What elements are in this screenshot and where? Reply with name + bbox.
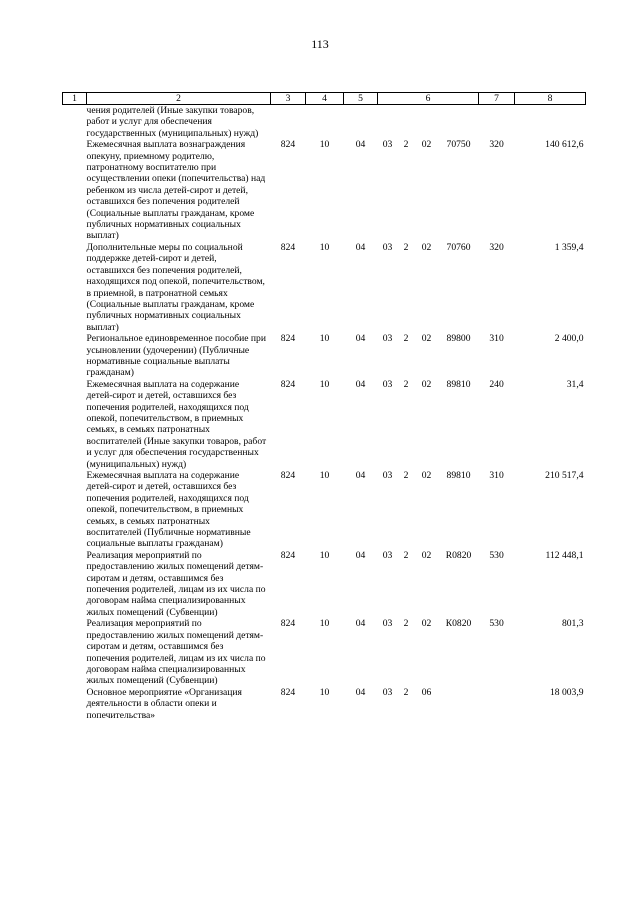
table-row [63, 333, 586, 379]
code-grbs: 824 [280, 686, 296, 698]
continuation-row [63, 105, 586, 140]
code-event: 02 [421, 549, 432, 561]
code-subsection: 04 [355, 139, 366, 151]
table-row [63, 242, 586, 333]
code-section: 10 [319, 549, 330, 561]
row-description: Реализация мероприятий по предоставлению жилых помещений детям-сиротам и детям, оставшимся без попечения родителей, лицам из их числа по договорам найма специализированных жилых помещений (Субвенции) [86, 618, 266, 687]
budget-table [62, 92, 586, 721]
code-expense-type: 320 [489, 139, 504, 151]
code-grbs: 824 [280, 618, 296, 630]
col-header-8: 8 [515, 93, 586, 105]
code-subprogram: 2 [403, 549, 409, 561]
code-direction: 70750 [446, 139, 471, 151]
row-description: Реализация мероприятий по предоставлению жилых помещений детям-сиротам и детям, оставшимся без попечения родителей, лицам из их числа по договорам найма специализированных жилых помещений (Субвенции) [86, 549, 266, 618]
code-grbs: 824 [280, 378, 296, 390]
col-header-4: 4 [306, 93, 344, 105]
row-index-cell [63, 139, 87, 242]
code-program: 03 [382, 241, 393, 253]
code-direction: R0820 [445, 549, 472, 561]
code-program: 03 [382, 378, 393, 390]
code-direction [439, 687, 479, 721]
table-row [63, 550, 586, 618]
code-section: 10 [319, 241, 330, 253]
code-program: 03 [382, 470, 393, 481]
row-index-cell [63, 242, 87, 333]
col-header-2: 2 [87, 93, 271, 105]
code-grbs: 824 [280, 139, 296, 151]
amount: 2 400,0 [554, 333, 584, 345]
code-subprogram: 2 [403, 686, 409, 698]
code-section: 10 [319, 378, 330, 390]
table-row [63, 379, 586, 470]
amount: 140 612,6 [545, 139, 584, 151]
table-row [63, 139, 586, 242]
code-subsection: 04 [355, 618, 366, 630]
row-description: Ежемесячная выплата вознаграждения опекуну, приемному родителю, патронатному воспитателю при осуществлении опеки (попечительства) над ребенком из числа детей-сирот и детей, оставшихся без попечения родителей (Социальные выплаты гражданам, кроме публичных нормативных социальных выплат) [86, 139, 266, 242]
code-grbs: 824 [280, 470, 296, 481]
row-index-cell [63, 618, 87, 686]
table-row [63, 470, 586, 550]
row-description: Ежемесячная выплата на содержание детей-сирот и детей, оставшихся без попечения родителей, находящихся под опекой, попечительством, в приемных семьях, в семьях патронатных воспитателей (Публичные нормативные социальные выплаты гражданам) [86, 470, 251, 550]
code-section: 10 [319, 333, 330, 345]
amount: 31,4 [566, 378, 584, 390]
code-subsection: 04 [355, 378, 366, 390]
row-index-cell [63, 550, 87, 618]
code-event: 02 [421, 333, 432, 345]
code-program: 03 [382, 333, 393, 345]
code-subsection: 04 [355, 549, 366, 561]
code-subsection: 04 [355, 470, 366, 481]
amount: 210 517,4 [545, 470, 584, 481]
code-subsection: 04 [355, 686, 366, 698]
code-subprogram: 2 [403, 241, 409, 253]
table-header [63, 93, 586, 105]
code-section: 10 [319, 686, 330, 698]
row-index-cell [63, 470, 87, 550]
col-header-3: 3 [271, 93, 306, 105]
amount: 801,3 [561, 618, 584, 630]
code-section: 10 [319, 470, 330, 481]
code-grbs: 824 [280, 241, 296, 253]
code-grbs: 824 [280, 333, 296, 345]
row-description: Дополнительные меры по социальной поддержке детей-сирот и детей, оставшихся без попечения родителей, находящихся под опекой, попечительством, в приемной, в патронатной семьях (Социальные выплаты гражданам, кроме публичных нормативных социальных выплат) [86, 241, 265, 333]
continuation-text: чения родителей (Иные закупки товаров, работ и услуг для обеспечения государственных (муниципальных) нужд) [86, 105, 259, 139]
code-grbs: 824 [280, 549, 296, 561]
code-event: 02 [421, 618, 432, 630]
row-description: Региональное единовременное пособие при усыновлении (удочерении) (Публичные нормативные социальные выплаты гражданам) [86, 333, 266, 379]
code-subsection: 04 [355, 241, 366, 253]
code-event: 06 [421, 686, 432, 698]
row-index-cell [63, 687, 87, 721]
code-event: 02 [421, 470, 432, 481]
amount: 18 003,9 [549, 686, 584, 698]
code-direction: 89810 [446, 470, 471, 481]
code-section: 10 [319, 618, 330, 630]
code-event: 02 [421, 241, 432, 253]
row-description: Ежемесячная выплата на содержание детей-сирот и детей, оставшихся без попечения родителей, находящихся под опекой, попечительством, в приемных семьях, в семьях патронатных воспитателей (Иные закупки товаров, работ и услуг для обеспечения государственных (муниципальных) нужд) [86, 378, 267, 470]
row-index-cell [63, 379, 87, 470]
code-subsection: 04 [355, 333, 366, 345]
code-program: 03 [382, 139, 393, 151]
code-direction: 70760 [446, 241, 471, 253]
code-expense-type: 320 [489, 241, 504, 253]
code-expense-type: 240 [489, 378, 504, 390]
amount: 112 448,1 [545, 549, 584, 561]
amount: 1 359,4 [554, 241, 584, 253]
code-direction: К0820 [445, 618, 472, 630]
code-expense-type: 530 [489, 549, 504, 561]
code-direction: 89810 [446, 378, 471, 390]
table-row [63, 687, 586, 721]
code-expense-type [479, 687, 515, 721]
code-program: 03 [382, 549, 393, 561]
table-row [63, 618, 586, 686]
col-header-7: 7 [479, 93, 515, 105]
code-subprogram: 2 [403, 333, 409, 345]
code-event: 02 [421, 139, 432, 151]
col-header-5: 5 [344, 93, 378, 105]
page-number: 113 [311, 37, 329, 51]
code-event: 02 [421, 378, 432, 390]
code-subprogram: 2 [403, 618, 409, 630]
code-expense-type: 310 [489, 470, 504, 481]
code-program: 03 [382, 686, 393, 698]
code-expense-type: 310 [489, 333, 504, 345]
code-subprogram: 2 [403, 470, 409, 481]
code-expense-type: 530 [489, 618, 504, 630]
code-program: 03 [382, 618, 393, 630]
row-description: Основное мероприятие «Организация деятельности в области опеки и попечительства» [86, 686, 242, 721]
code-subprogram: 2 [403, 378, 409, 390]
col-header-6: 6 [378, 93, 479, 105]
code-section: 10 [319, 139, 330, 151]
col-header-1: 1 [63, 93, 87, 105]
row-index-cell [63, 333, 87, 379]
code-direction: 89800 [446, 333, 471, 345]
code-subprogram: 2 [403, 139, 409, 151]
table-body [63, 105, 586, 721]
